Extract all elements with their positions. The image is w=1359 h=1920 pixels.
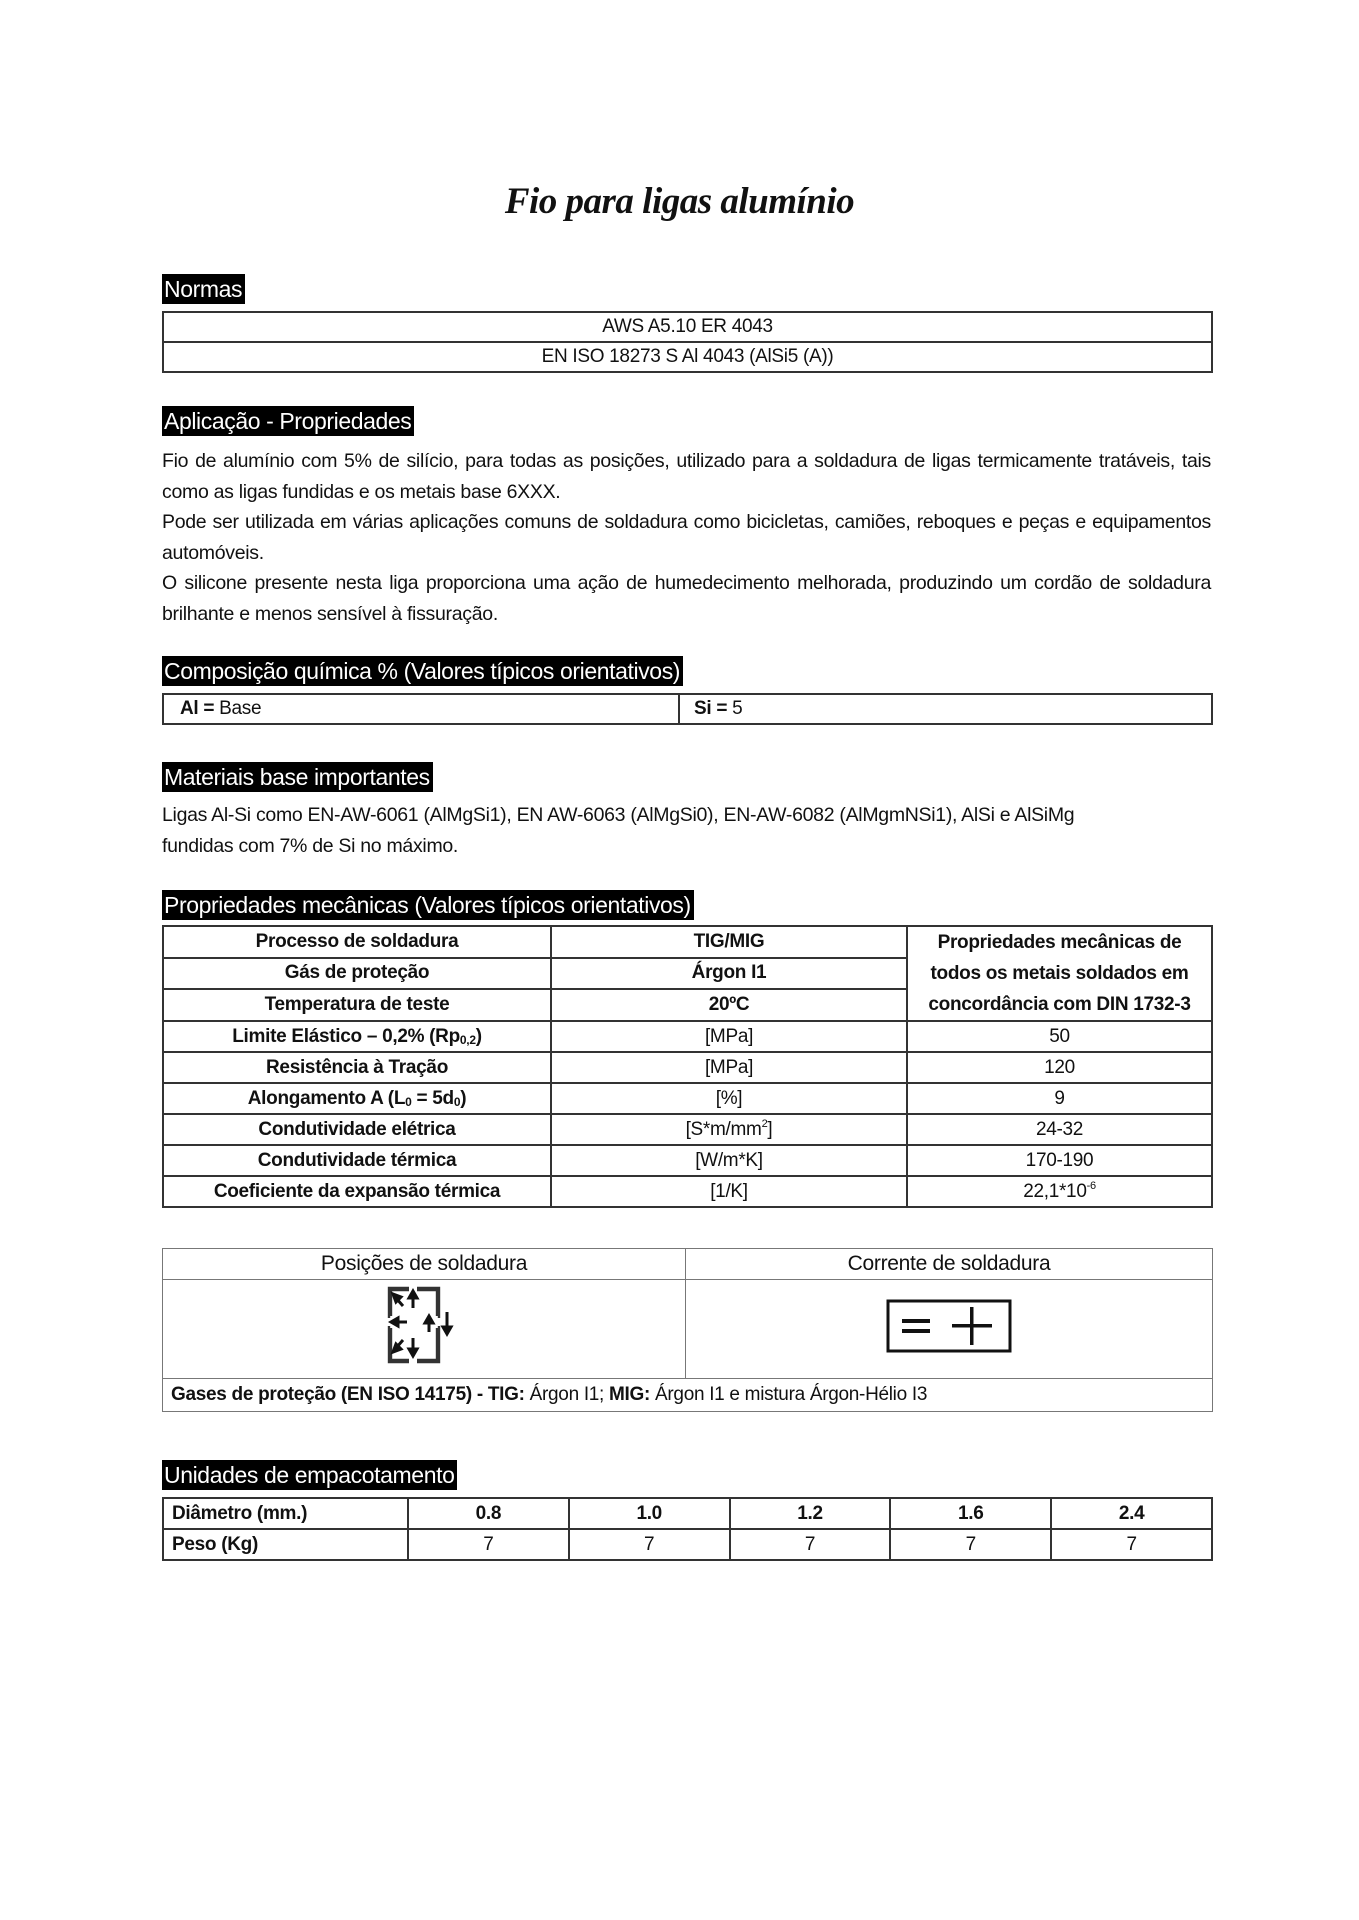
- table-row: [163, 1379, 1213, 1412]
- table-row: [163, 1498, 1212, 1529]
- property-label: Condutividade térmica: [163, 1145, 551, 1176]
- table-row: [163, 1114, 1212, 1145]
- norma-cell: EN ISO 18273 S Al 4043 (AlSi5 (A)): [163, 342, 1212, 372]
- property-value: 120: [907, 1052, 1212, 1083]
- property-label: Temperatura de teste: [163, 989, 551, 1021]
- subscript: 0: [405, 1094, 412, 1109]
- property-value: 9: [907, 1083, 1212, 1114]
- table-row: [163, 1145, 1212, 1176]
- table-row: [163, 1176, 1212, 1207]
- section-heading-aplicacao: Aplicação - Propriedades: [162, 406, 414, 436]
- table-row: [163, 312, 1212, 342]
- table-row: [163, 342, 1212, 372]
- paragraph: O silicone presente nesta liga proporciona uma ação de humedecimento melhorada, produzindo um cordão de soldadura brilhante e menos sensível à fissuração.: [162, 572, 1211, 625]
- element-symbol: Al: [180, 698, 199, 719]
- normas-table: [162, 311, 1213, 373]
- property-label: Resistência à Tração: [163, 1052, 551, 1083]
- property-unit: [W/m*K]: [551, 1145, 907, 1176]
- superscript: 2: [761, 1117, 768, 1130]
- posicoes-cell: [163, 1280, 686, 1379]
- diametro-value: 0.8: [408, 1498, 569, 1529]
- value-text: 22,1*10: [1023, 1180, 1087, 1202]
- unit-text: [S*m/mm: [685, 1118, 762, 1140]
- merged-note: Propriedades mecânicas de todos os metais soldados em concordância com DIN 1732-3: [907, 926, 1212, 1021]
- equals-sign: =: [711, 698, 733, 719]
- mecanicas-table: [162, 925, 1213, 1208]
- property-label: Coeficiente da expansão térmica: [163, 1176, 551, 1207]
- property-unit: [%]: [551, 1083, 907, 1114]
- property-unit: 20ºC: [551, 989, 907, 1021]
- composicao-table: [162, 693, 1213, 725]
- property-label: Gás de proteção: [163, 958, 551, 990]
- property-unit: TIG/MIG: [551, 926, 907, 958]
- norma-cell: AWS A5.10 ER 4043: [163, 312, 1212, 342]
- section-heading-normas: Normas: [162, 274, 245, 304]
- section-heading-mecanicas: Propriedades mecânicas (Valores típicos orientativos): [162, 890, 694, 920]
- diametro-value: 1.6: [890, 1498, 1051, 1529]
- corrente-cell: [686, 1280, 1213, 1379]
- paragraph: Fio de alumínio com 5% de silício, para todas as posições, utilizado para a soldadura de ligas termicamente tratáveis, tais como as ligas fundidas e os metais base 6XXX.: [162, 450, 1211, 503]
- composition-cell: [679, 694, 1212, 724]
- peso-value: 7: [890, 1529, 1051, 1560]
- table-row: [163, 1280, 1213, 1379]
- diametro-value: 1.2: [730, 1498, 891, 1529]
- superscript: -6: [1086, 1179, 1096, 1192]
- unit-text: ]: [767, 1118, 773, 1140]
- aplicacao-text: [162, 446, 1211, 629]
- element-value: 5: [732, 698, 743, 719]
- element-value: Base: [219, 698, 262, 719]
- diametro-value: 1.0: [569, 1498, 730, 1529]
- property-value: 50: [907, 1021, 1212, 1052]
- gases-mig: Árgon I1 e mistura Árgon-Hélio I3: [650, 1384, 928, 1405]
- soldadura-table: [162, 1248, 1213, 1412]
- property-label: Condutividade elétrica: [163, 1114, 551, 1145]
- composition-cell: [163, 694, 679, 724]
- property-unit: [MPa]: [551, 1021, 907, 1052]
- diametro-value: 2.4: [1051, 1498, 1212, 1529]
- gases-cell: [163, 1379, 1213, 1412]
- gases-mig-label: MIG:: [609, 1384, 651, 1405]
- peso-value: 7: [569, 1529, 730, 1560]
- property-label: Processo de soldadura: [163, 926, 551, 958]
- section-heading-composicao: Composição química % (Valores típicos orientativos): [162, 656, 683, 686]
- diametro-label: Diâmetro (mm.): [163, 1498, 408, 1529]
- property-unit: [1/K]: [551, 1176, 907, 1207]
- equals-sign: =: [198, 698, 220, 719]
- section-heading-materiais: Materiais base importantes: [162, 762, 433, 792]
- property-unit: Árgon I1: [551, 958, 907, 990]
- peso-value: 7: [730, 1529, 891, 1560]
- subscript: 0: [453, 1094, 461, 1109]
- property-label: [163, 1021, 551, 1052]
- label-text: ): [475, 1025, 482, 1047]
- label-text: Alongamento A (L: [247, 1087, 406, 1109]
- peso-value: 7: [408, 1529, 569, 1560]
- dc-positive-icon: [886, 1299, 1012, 1353]
- property-value: 170-190: [907, 1145, 1212, 1176]
- property-value: 24-32: [907, 1114, 1212, 1145]
- property-unit: [551, 1114, 907, 1145]
- paragraph: Pode ser utilizada em várias aplicações comuns de soldadura como bicicletas, camiões, reboques e peças e equipamentos automóveis.: [162, 511, 1211, 564]
- materiais-text: Ligas Al-Si como EN-AW-6061 (AlMgSi1), EN AW-6063 (AlMgSi0), EN-AW-6082 (AlMgmNSi1), AlSi e AlSiMg fundidas com 7% de Si no máximo.: [162, 804, 1075, 857]
- subscript: 0,2: [459, 1032, 476, 1047]
- label-text: = 5d: [411, 1087, 454, 1109]
- property-label: [163, 1083, 551, 1114]
- table-row: [163, 1529, 1212, 1560]
- property-value: [907, 1176, 1212, 1207]
- table-row: [163, 1052, 1212, 1083]
- element-symbol: Si: [694, 698, 712, 719]
- corrente-header: Corrente de soldadura: [686, 1249, 1213, 1280]
- table-row: [163, 1083, 1212, 1114]
- page-title: Fio para ligas alumínio: [504, 181, 855, 222]
- gases-tig: Árgon I1;: [524, 1384, 610, 1405]
- section-heading-empacotamento: Unidades de empacotamento: [162, 1460, 457, 1490]
- table-row: [163, 1249, 1213, 1280]
- posicoes-header: Posições de soldadura: [163, 1249, 686, 1280]
- table-row: [163, 694, 1212, 724]
- gases-label: Gases de proteção (EN ISO 14175) - TIG:: [171, 1384, 525, 1405]
- empacotamento-table: [162, 1497, 1213, 1561]
- table-row: [163, 926, 1212, 958]
- label-text: ): [460, 1087, 467, 1109]
- property-unit: [MPa]: [551, 1052, 907, 1083]
- label-text: Limite Elástico – 0,2% (Rp: [232, 1025, 460, 1047]
- table-row: [163, 1021, 1212, 1052]
- welding-positions-icon: [369, 1284, 479, 1368]
- peso-value: 7: [1051, 1529, 1212, 1560]
- peso-label: Peso (Kg): [163, 1529, 408, 1560]
